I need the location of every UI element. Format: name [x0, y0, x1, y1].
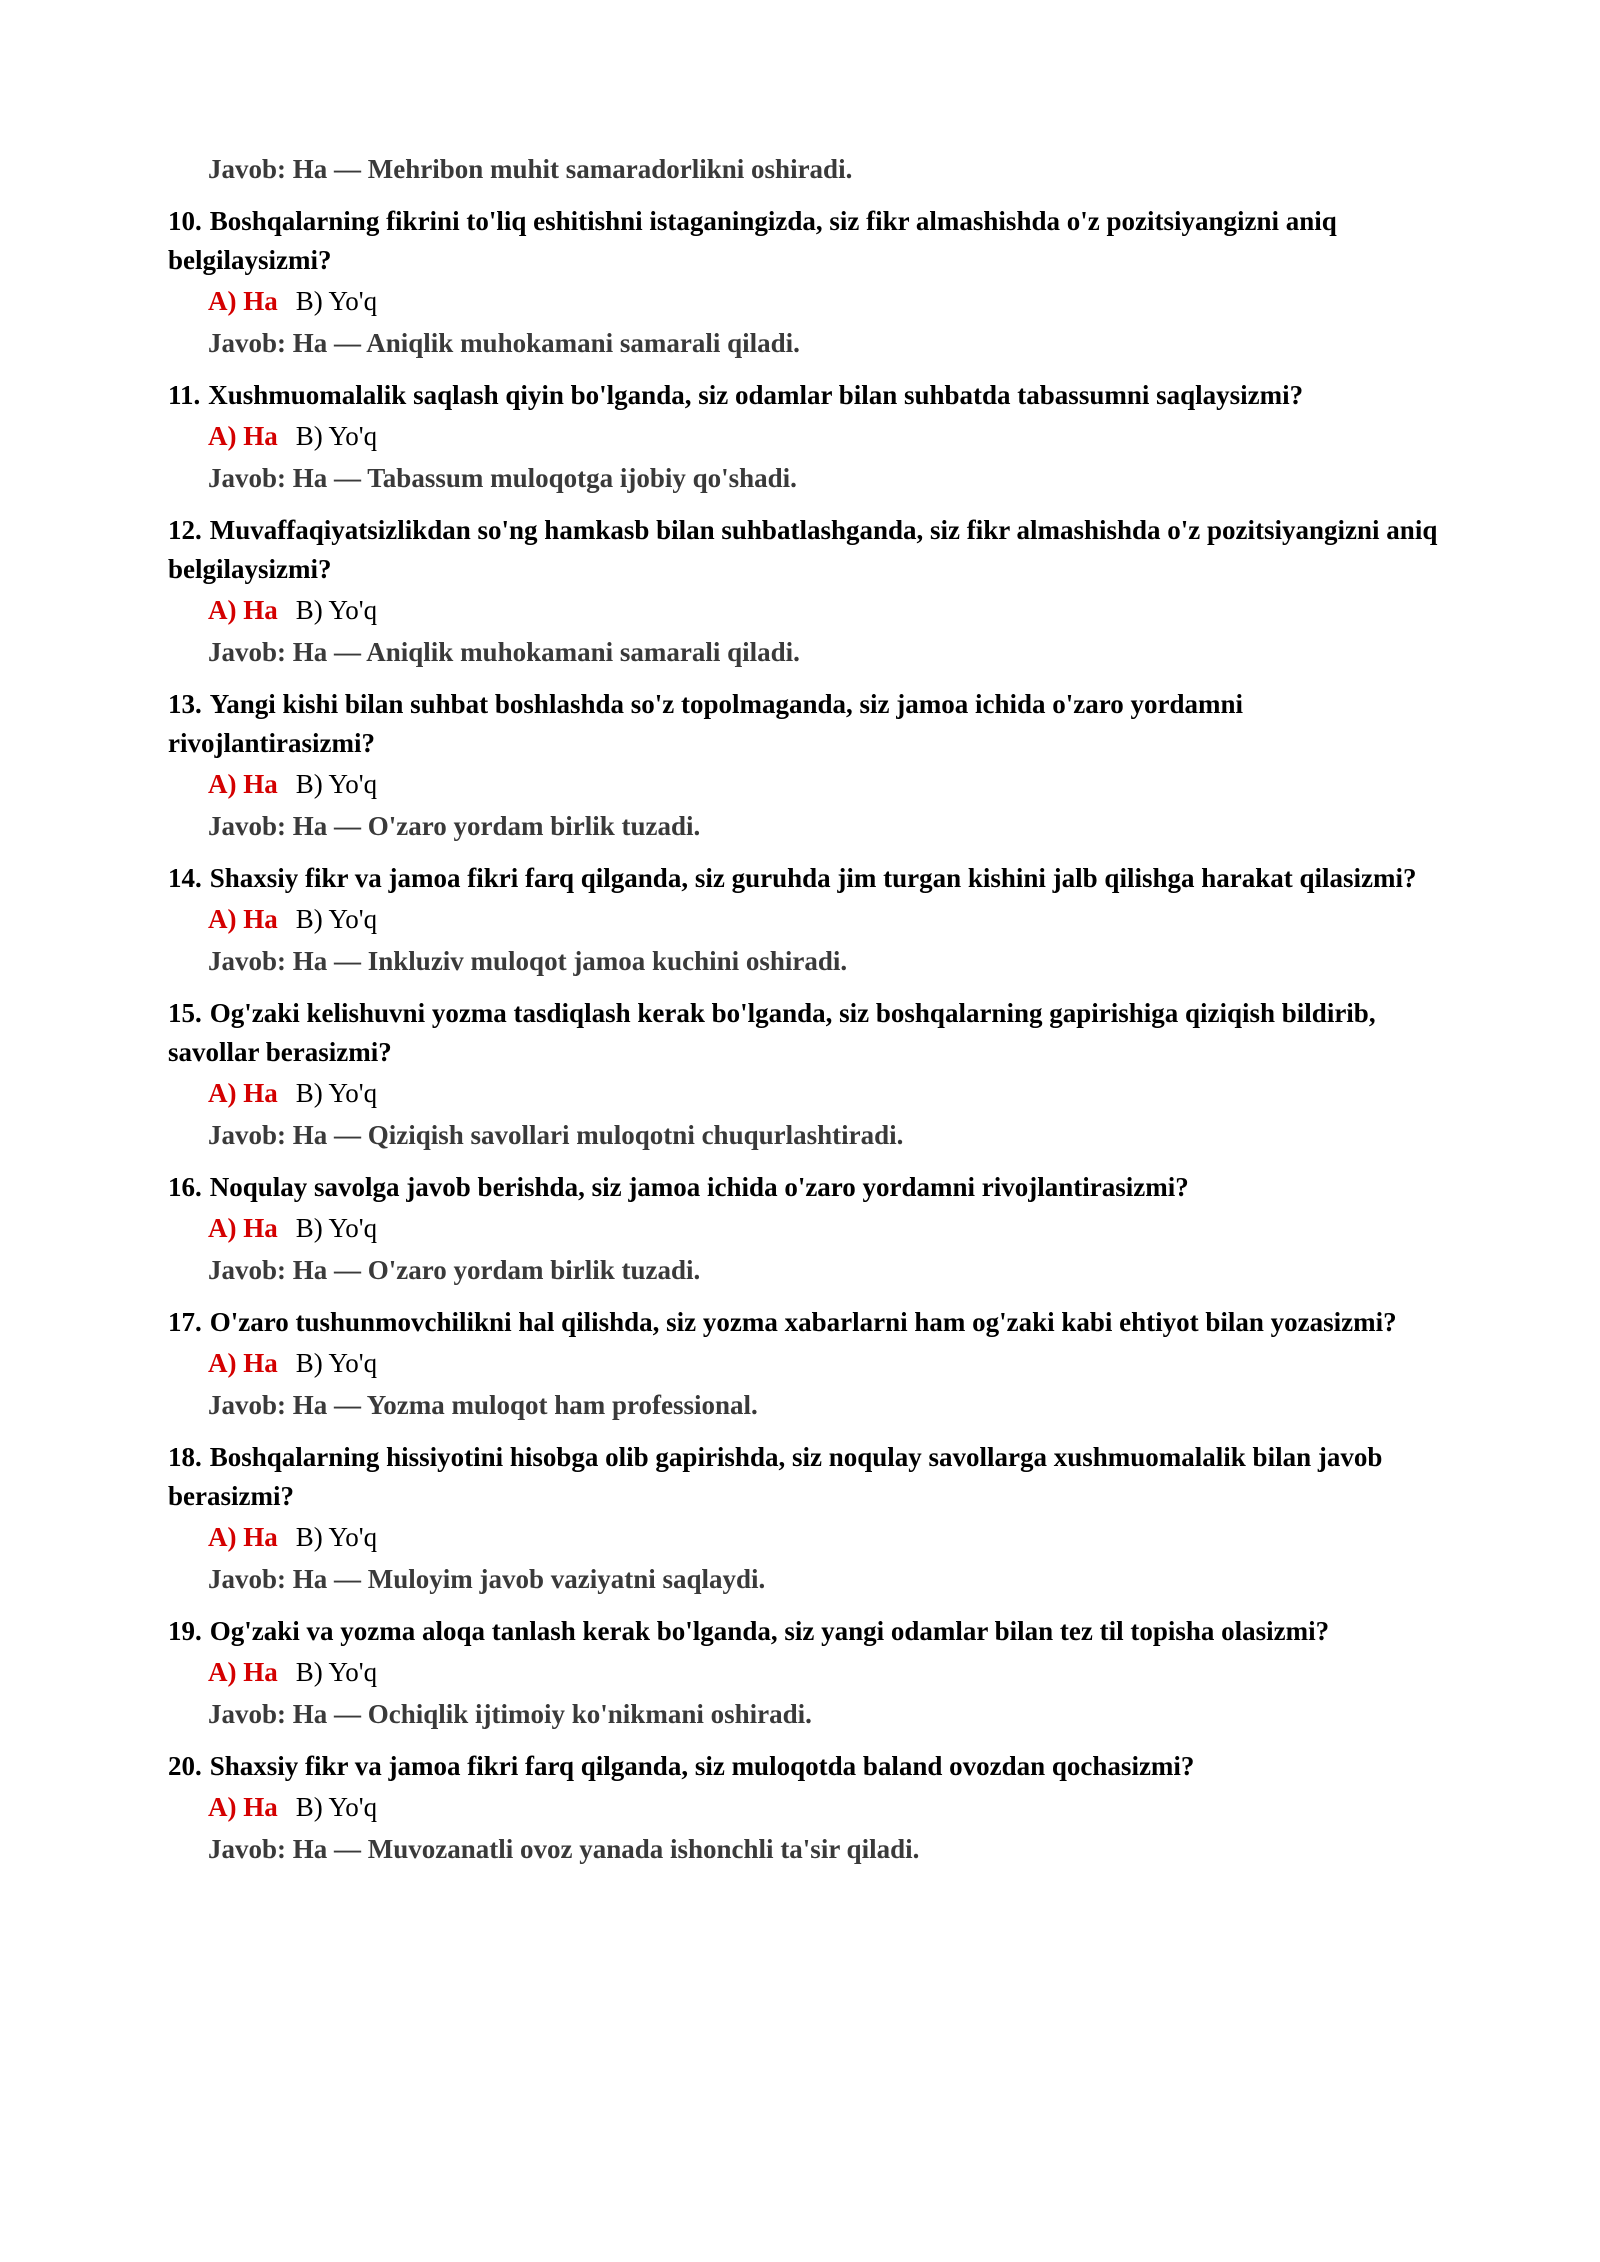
question-text	[168, 994, 1448, 1072]
question-body: Shaxsiy fikr va jamoa fikri farq qilganda, siz muloqotda baland ovozdan qochasizmi?	[209, 1751, 1195, 1781]
question-body: Boshqalarning fikrini to'liq eshitishni istaganingizda, siz fikr almashishda o'z pozitsiyangizni aniq belgilaysizmi?	[168, 206, 1337, 275]
options-line	[208, 589, 1448, 631]
answer-line: Javob: Ha — Aniqlik muhokamani samarali qiladi.	[208, 637, 800, 667]
question-number: 12.	[168, 515, 202, 545]
option-a-correct: A) Ha	[208, 1078, 278, 1108]
question-body: Yangi kishi bilan suhbat boshlashda so'z topolmaganda, siz jamoa ichida o'zaro yordamni rivojlantirasizmi?	[168, 689, 1243, 758]
option-a-correct: A) Ha	[208, 421, 278, 451]
option-b: B) Yo'q	[295, 1348, 378, 1378]
question-number: 16.	[168, 1172, 202, 1202]
question-block	[168, 685, 1448, 847]
question-block	[168, 1303, 1448, 1426]
question-block	[168, 202, 1448, 364]
question-text	[168, 1612, 1448, 1651]
question-number: 17.	[168, 1307, 202, 1337]
question-text	[168, 202, 1448, 280]
answer-line: Javob: Ha — Yozma muloqot ham professional.	[208, 1390, 758, 1420]
question-text	[168, 376, 1448, 415]
options-line	[208, 898, 1448, 940]
question-block	[168, 1168, 1448, 1291]
answer-line: Javob: Ha — O'zaro yordam birlik tuzadi.	[208, 1255, 701, 1285]
question-body: Og'zaki kelishuvni yozma tasdiqlash kerak bo'lganda, siz boshqalarning gapirishiga qiziqish bildirib, savollar berasizmi?	[168, 998, 1376, 1067]
option-a-correct: A) Ha	[208, 595, 278, 625]
option-b: B) Yo'q	[295, 421, 378, 451]
option-a-correct: A) Ha	[208, 1657, 278, 1687]
question-text	[168, 859, 1448, 898]
option-b: B) Yo'q	[295, 1792, 378, 1822]
option-a-correct: A) Ha	[208, 286, 278, 316]
options-line	[208, 1516, 1448, 1558]
question-number: 14.	[168, 863, 202, 893]
answer-line: Javob: Ha — Ochiqlik ijtimoiy ko'nikmani oshiradi.	[208, 1699, 812, 1729]
question-number: 15.	[168, 998, 202, 1028]
options-line	[208, 1342, 1448, 1384]
answer-line: Javob: Ha — Inkluziv muloqot jamoa kuchini oshiradi.	[208, 946, 848, 976]
answer-line: Javob: Ha — Muloyim javob vaziyatni saqlaydi.	[208, 1564, 766, 1594]
continued-answer-line: Javob: Ha — Mehribon muhit samaradorlikni oshiradi.	[208, 154, 853, 184]
answer-line: Javob: Ha — Tabassum muloqotga ijobiy qo'shadi.	[208, 463, 797, 493]
answer-line: Javob: Ha — Muvozanatli ovoz yanada ishonchli ta'sir qiladi.	[208, 1834, 920, 1864]
question-text	[168, 1168, 1448, 1207]
question-body: O'zaro tushunmovchilikni hal qilishda, siz yozma xabarlarni ham og'zaki kabi ehtiyot bilan yozasizmi?	[209, 1307, 1397, 1337]
options-line	[208, 1786, 1448, 1828]
question-number: 11.	[168, 380, 201, 410]
question-block	[168, 994, 1448, 1156]
options-line	[208, 763, 1448, 805]
question-block	[168, 1747, 1448, 1870]
options-line	[208, 1651, 1448, 1693]
question-body: Muvaffaqiyatsizlikdan so'ng hamkasb bilan suhbatlashganda, siz fikr almashishda o'z pozitsiyangizni aniq belgilaysizmi?	[168, 515, 1438, 584]
question-block	[168, 859, 1448, 982]
question-number: 10.	[168, 206, 202, 236]
option-b: B) Yo'q	[295, 1522, 378, 1552]
options-line	[208, 1207, 1448, 1249]
options-line	[208, 280, 1448, 322]
page-content	[168, 148, 1448, 1882]
question-block	[168, 376, 1448, 499]
question-text	[168, 1438, 1448, 1516]
option-a-correct: A) Ha	[208, 1522, 278, 1552]
option-b: B) Yo'q	[295, 904, 378, 934]
answer-line: Javob: Ha — O'zaro yordam birlik tuzadi.	[208, 811, 701, 841]
options-line	[208, 415, 1448, 457]
option-b: B) Yo'q	[295, 286, 378, 316]
option-a-correct: A) Ha	[208, 769, 278, 799]
question-body: Noqulay savolga javob berishda, siz jamoa ichida o'zaro yordamni rivojlantirasizmi?	[209, 1172, 1189, 1202]
question-body: Shaxsiy fikr va jamoa fikri farq qilganda, siz guruhda jim turgan kishini jalb qilishga harakat qilasizmi?	[209, 863, 1417, 893]
option-a-correct: A) Ha	[208, 1792, 278, 1822]
option-a-correct: A) Ha	[208, 1213, 278, 1243]
question-block	[168, 511, 1448, 673]
question-body: Xushmuomalalik saqlash qiyin bo'lganda, siz odamlar bilan suhbatda tabassumni saqlaysizmi?	[208, 380, 1304, 410]
option-b: B) Yo'q	[295, 1213, 378, 1243]
option-b: B) Yo'q	[295, 1657, 378, 1687]
question-text	[168, 1303, 1448, 1342]
option-a-correct: A) Ha	[208, 1348, 278, 1378]
options-line	[208, 1072, 1448, 1114]
option-a-correct: A) Ha	[208, 904, 278, 934]
question-number: 13.	[168, 689, 202, 719]
option-b: B) Yo'q	[295, 769, 378, 799]
question-body: Boshqalarning hissiyotini hisobga olib gapirishda, siz noqulay savollarga xushmuomalalik bilan javob berasizmi?	[168, 1442, 1383, 1511]
option-b: B) Yo'q	[295, 1078, 378, 1108]
question-number: 20.	[168, 1751, 202, 1781]
question-text	[168, 511, 1448, 589]
answer-line: Javob: Ha — Aniqlik muhokamani samarali qiladi.	[208, 328, 800, 358]
option-b: B) Yo'q	[295, 595, 378, 625]
question-block	[168, 1612, 1448, 1735]
question-block	[168, 1438, 1448, 1600]
question-text	[168, 1747, 1448, 1786]
question-text	[168, 685, 1448, 763]
question-number: 19.	[168, 1616, 202, 1646]
question-number: 18.	[168, 1442, 202, 1472]
question-body: Og'zaki va yozma aloqa tanlash kerak bo'lganda, siz yangi odamlar bilan tez til topisha olasizmi?	[209, 1616, 1330, 1646]
answer-line: Javob: Ha — Qiziqish savollari muloqotni chuqurlashtiradi.	[208, 1120, 904, 1150]
